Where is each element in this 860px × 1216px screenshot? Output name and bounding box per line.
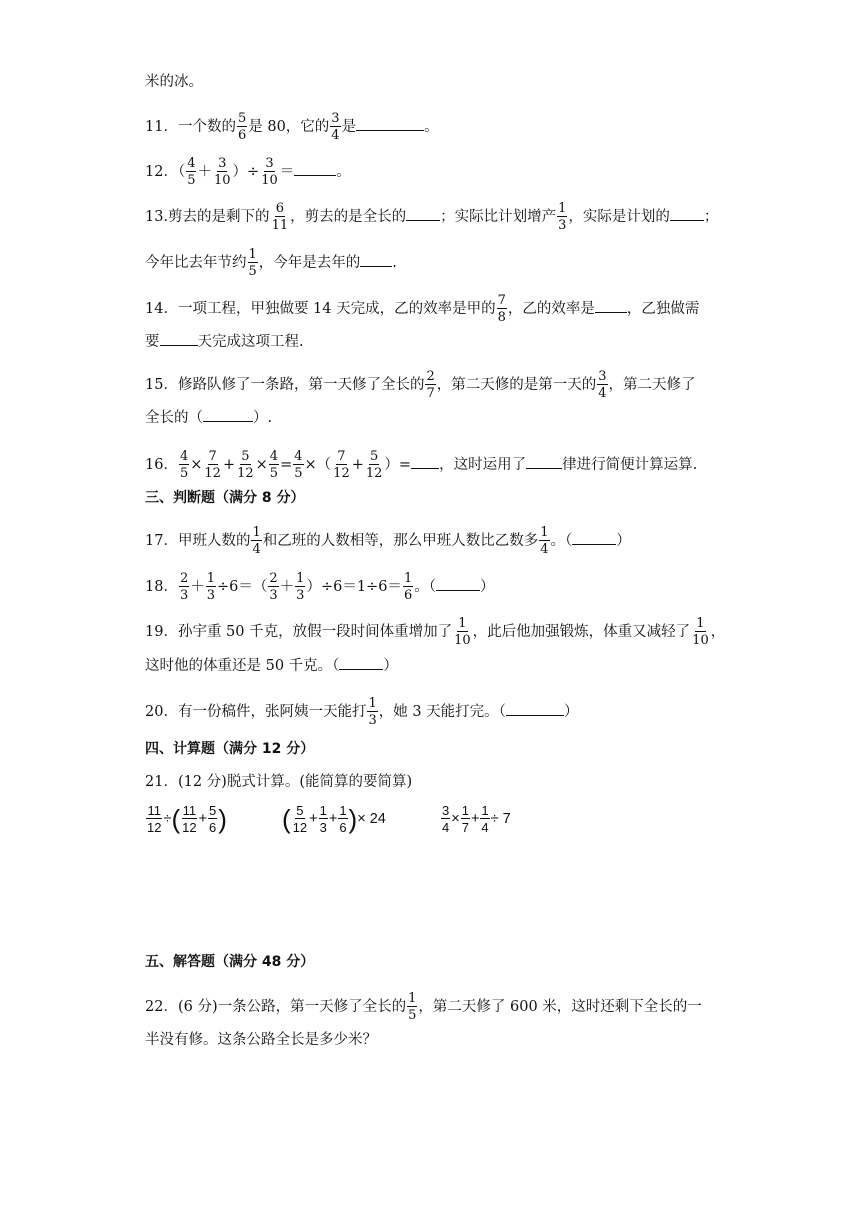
section-heading-word-problems: 五、解答题（满分 48 分） bbox=[145, 954, 315, 970]
expression-3: $\frac{3}{4}$ × $\frac{1}{7}$ + $\frac{1}{4}$ ÷ 7 bbox=[442, 803, 511, 835]
fraction: $\frac{7}{12}$ bbox=[333, 449, 350, 481]
fraction: $\frac{7}{8}$ bbox=[497, 293, 506, 325]
question-19-line1: 19．孙宇重 50 千克，放假一段时间体重增加了 $\frac{1}{10}$ ，此后他加强锻炼，体重又减轻了 $\frac{1}{10}$ ， bbox=[145, 616, 726, 648]
question-15-line1: 15．修路队修了一条路，第一天修了全长的 $\frac{2}{7}$ ，第二天修的是第一天的 $\frac{3}{4}$ ，第二天修了 bbox=[145, 369, 696, 401]
question-16: 16． $\frac{4}{5}$ × $\frac{7}{12}$ + $\frac{5}{12}$ × $\frac{4}{5}$ = $\frac{4}{5}$ ×（ $\frac{7}{12}$ + $\frac{5}{12}$ ）= ，这时运用了 律进行简便计算运算. bbox=[145, 449, 698, 481]
question-15-line2: 全长的（ ）. bbox=[145, 410, 273, 426]
answer-blank[interactable] bbox=[203, 408, 253, 422]
answer-blank[interactable] bbox=[356, 117, 424, 131]
answer-blank[interactable] bbox=[160, 332, 198, 346]
question-13-line1: 13.剪去的是剩下的 $\frac{6}{11}$ ，剪去的是全长的 ；实际比计划增产 $\frac{1}{3}$ ，实际是计划的 ； bbox=[145, 201, 719, 233]
fraction: $\frac{11}{12}$ bbox=[147, 803, 162, 835]
fraction: $\frac{3}{4}$ bbox=[598, 369, 607, 401]
fraction: $\frac{1}{6}$ bbox=[339, 803, 347, 835]
fraction: $\frac{5}{12}$ bbox=[237, 449, 254, 481]
question-19-line2: 这时他的体重还是 50 千克。（ ） bbox=[145, 658, 398, 674]
fraction: $\frac{1}{4}$ bbox=[540, 525, 549, 557]
fraction: $\frac{5}{12}$ bbox=[365, 449, 383, 481]
fraction: $\frac{1}{3}$ bbox=[558, 201, 567, 233]
fraction: $\frac{1}{5}$ bbox=[248, 247, 257, 279]
question-14-line1: 14．一项工程，甲独做要 14 天完成，乙的效率是甲的 $\frac{7}{8}$ ，乙的效率是 ，乙独做需 bbox=[145, 293, 700, 325]
fraction: $\frac{1}{10}$ bbox=[692, 616, 709, 648]
fraction: $\frac{4}{5}$ bbox=[269, 449, 279, 481]
section-heading-calculation: 四、计算题（满分 12 分） bbox=[145, 741, 315, 757]
q10-tail: 米的冰。 bbox=[145, 74, 203, 90]
answer-blank[interactable] bbox=[572, 531, 616, 545]
question-11: 11．一个数的 $\frac{5}{6}$ 是 80，它的 $\frac{3}{4}$ 是 。 bbox=[145, 111, 439, 143]
fraction: $\frac{3}{4}$ bbox=[331, 111, 340, 143]
answer-blank[interactable] bbox=[670, 207, 704, 221]
answer-blank[interactable] bbox=[595, 299, 627, 313]
fraction: $\frac{3}{10}$ bbox=[261, 156, 278, 188]
question-13-line2: 今年比去年节约 $\frac{1}{5}$ ，今年是去年的 . bbox=[145, 247, 397, 279]
fraction: $\frac{3}{10}$ bbox=[213, 156, 231, 188]
fraction: $\frac{3}{4}$ bbox=[442, 803, 450, 835]
fraction: $\frac{1}{3}$ bbox=[296, 571, 305, 603]
answer-blank[interactable] bbox=[339, 656, 383, 670]
fraction: $\frac{2}{3}$ bbox=[179, 571, 189, 603]
question-22-line2: 半没有修。这条公路全长是多少米？ bbox=[145, 1032, 377, 1048]
expression-2: ( $\frac{5}{12}$ + $\frac{1}{3}$ + $\frac{1}{6}$ )× 24 bbox=[282, 803, 386, 835]
fraction: $\frac{1}{5}$ bbox=[408, 991, 417, 1023]
question-17: 17．甲班人数的 $\frac{1}{4}$ 和乙班的人数相等，那么甲班人数比乙数多 $\frac{1}{4}$ 。（ ） bbox=[145, 525, 631, 557]
question-18: 18． $\frac{2}{3}$ ＋ $\frac{1}{3}$ ÷6＝（ $\frac{2}{3}$ ＋ $\frac{1}{3}$ ）÷6＝1÷6＝ $\frac{1}{6}$ 。（ ） bbox=[145, 571, 495, 603]
answer-blank[interactable] bbox=[406, 207, 440, 221]
fraction: $\frac{1}{3}$ bbox=[319, 803, 327, 835]
section-heading-judgement: 三、判断题（满分 8 分） bbox=[145, 490, 305, 506]
fraction: $\frac{1}{10}$ bbox=[454, 616, 471, 648]
fraction: $\frac{1}{4}$ bbox=[481, 803, 489, 835]
fraction: $\frac{6}{11}$ bbox=[271, 201, 289, 233]
fraction: $\frac{2}{7}$ bbox=[426, 369, 435, 401]
fraction: $\frac{1}{6}$ bbox=[403, 571, 413, 603]
answer-blank[interactable] bbox=[294, 162, 336, 176]
fraction: $\frac{4}{5}$ bbox=[294, 449, 303, 481]
fraction: $\frac{1}{3}$ bbox=[206, 571, 216, 603]
answer-blank[interactable] bbox=[436, 577, 480, 591]
question-22-line1: 22．(6 分)一条公路，第一天修了全长的 $\frac{1}{5}$ ，第二天修了 600 米，这时还剩下全长的一 bbox=[145, 991, 702, 1023]
fraction: $\frac{7}{12}$ bbox=[204, 449, 221, 481]
fraction: $\frac{1}{4}$ bbox=[252, 525, 261, 557]
question-20: 20．有一份稿件，张阿姨一天能打 $\frac{1}{3}$ ，她 3 天能打完。（ ） bbox=[145, 696, 579, 728]
fraction: $\frac{5}{6}$ bbox=[209, 803, 217, 835]
question-14-line2: 要 天完成这项工程. bbox=[145, 334, 304, 350]
fraction: $\frac{1}{7}$ bbox=[461, 803, 469, 835]
fraction: $\frac{4}{5}$ bbox=[187, 156, 196, 188]
question-21: 21．(12 分)脱式计算。(能简算的要简算) bbox=[145, 774, 413, 790]
answer-blank[interactable] bbox=[506, 702, 564, 716]
answer-blank[interactable] bbox=[411, 455, 439, 469]
expression-1: $\frac{11}{12}$ ÷( $\frac{11}{12}$ + $\frac{5}{6}$ ) bbox=[147, 803, 227, 835]
fraction: $\frac{2}{3}$ bbox=[269, 571, 278, 603]
fraction: $\frac{4}{5}$ bbox=[179, 449, 189, 481]
answer-blank[interactable] bbox=[526, 455, 562, 469]
fraction: $\frac{11}{12}$ bbox=[182, 803, 197, 835]
fraction: $\frac{1}{3}$ bbox=[368, 696, 377, 728]
question-12: 12．（ $\frac{4}{5}$ ＋ $\frac{3}{10}$ ）÷ $\frac{3}{10}$ ＝ 。 bbox=[145, 156, 351, 188]
answer-blank[interactable] bbox=[360, 253, 392, 267]
fraction: $\frac{5}{12}$ bbox=[292, 803, 308, 835]
fraction: $\frac{5}{6}$ bbox=[237, 111, 247, 143]
